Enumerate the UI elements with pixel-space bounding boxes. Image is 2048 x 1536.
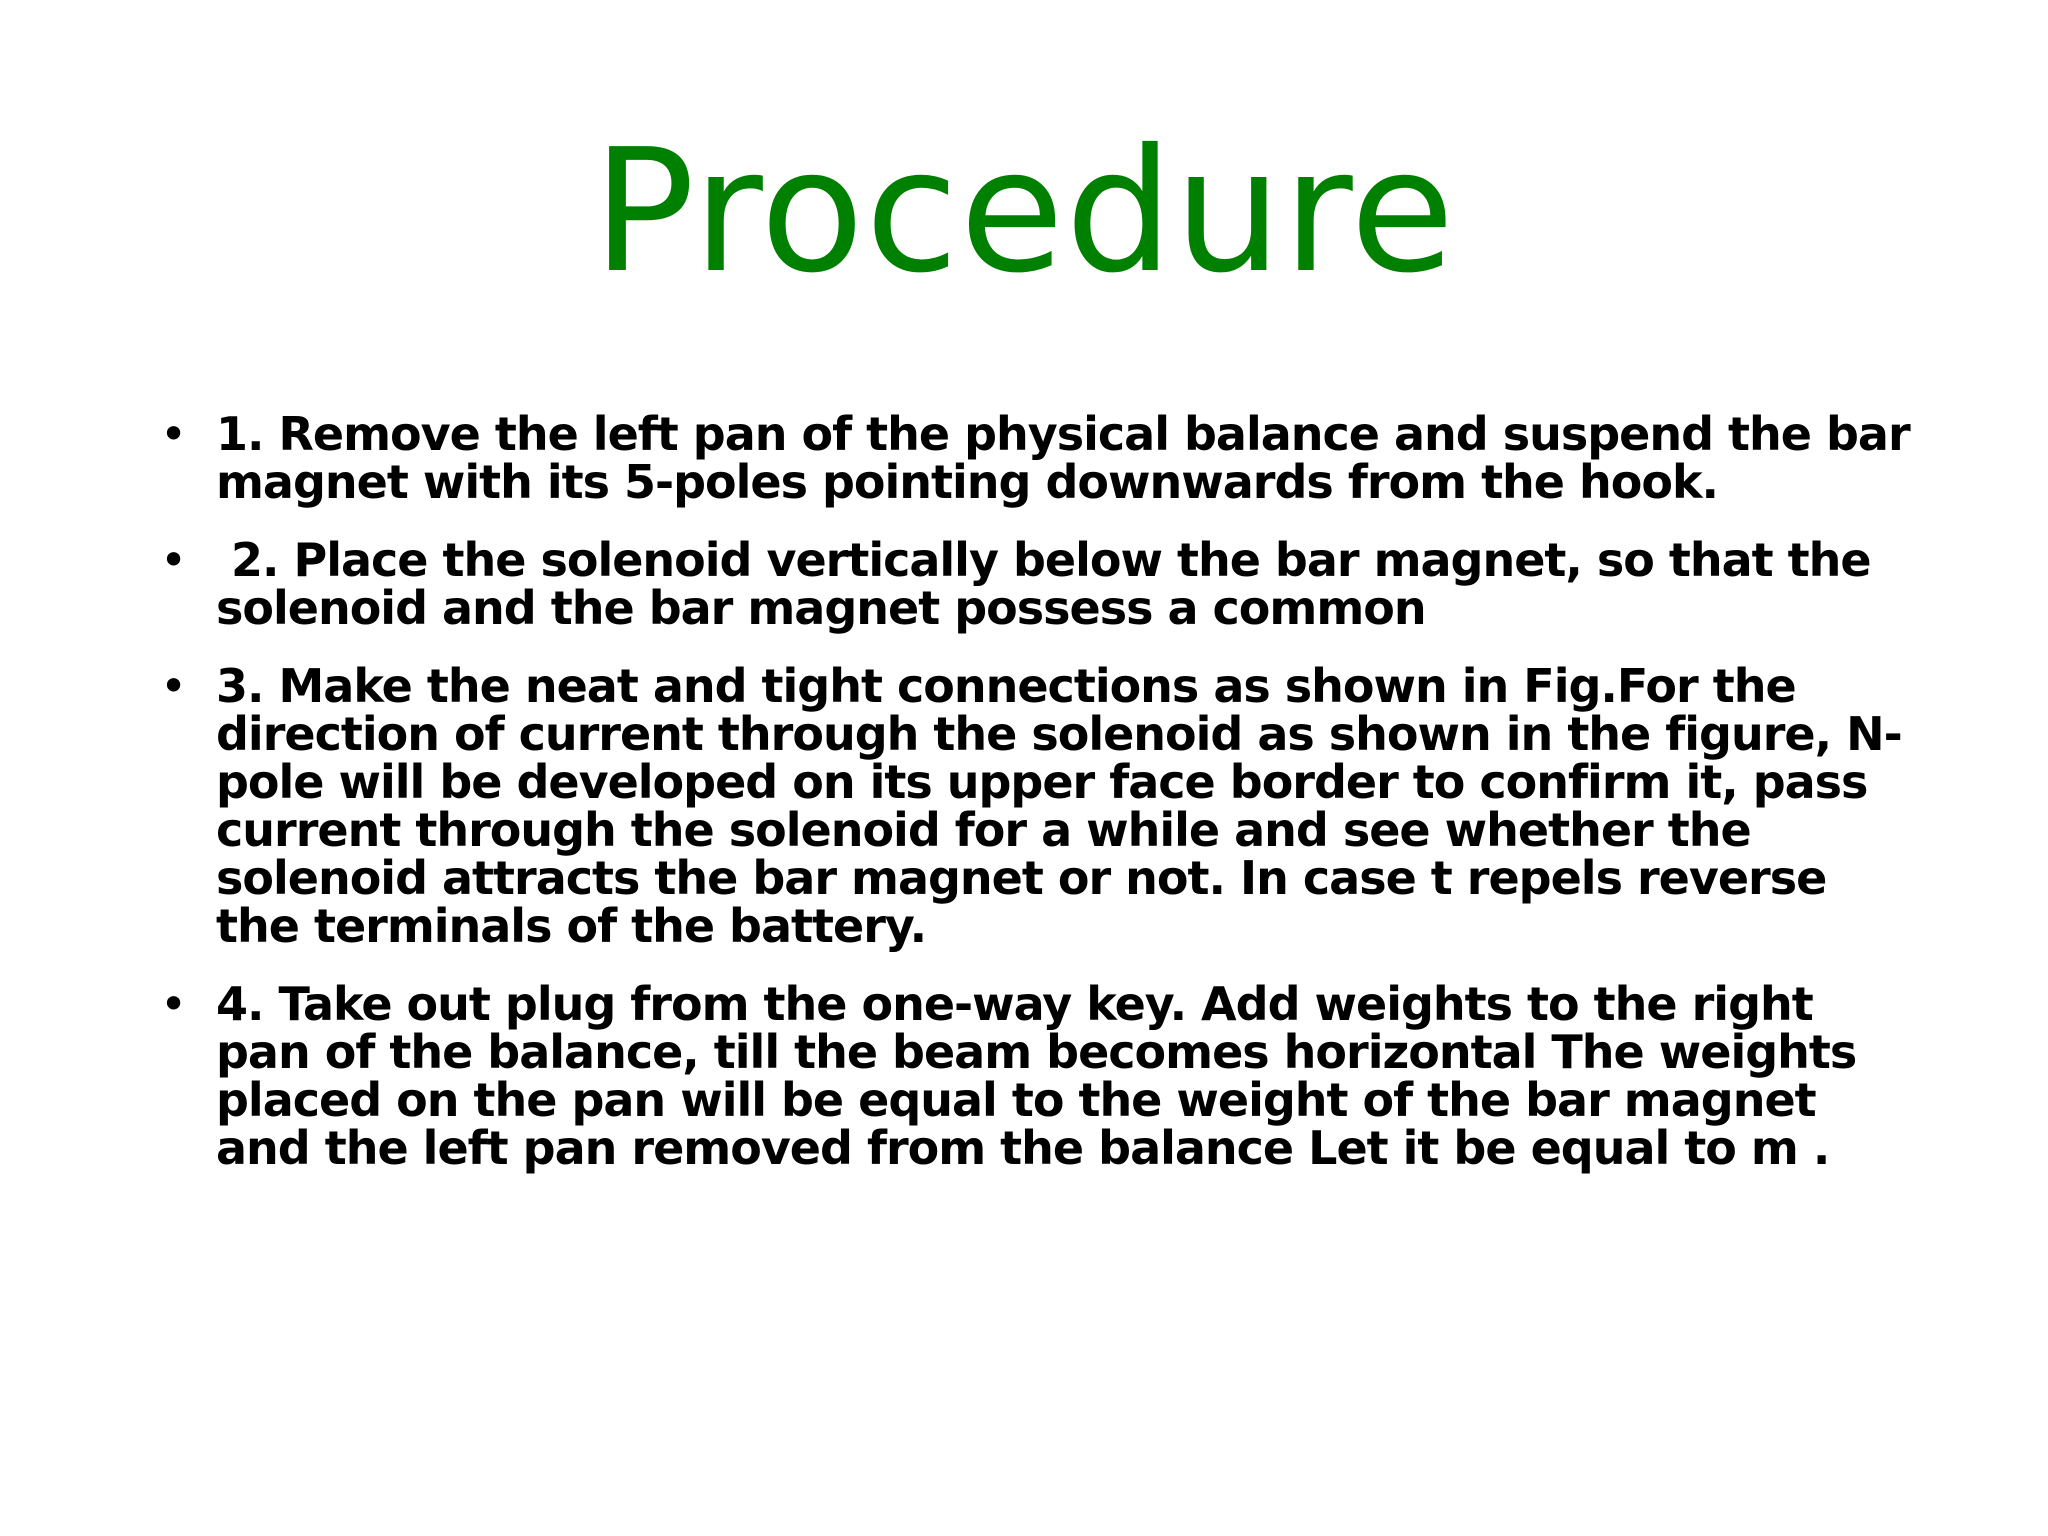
bullet-icon: • bbox=[160, 977, 187, 1031]
list-item bbox=[160, 533, 1920, 635]
list-item bbox=[160, 977, 1920, 1175]
slide-title: Procedure bbox=[592, 113, 1456, 311]
bullet-icon: • bbox=[160, 659, 187, 713]
list-item-text: 2. Place the solenoid vertically below the bar magnet, so that the solenoid and the bar magnet possess a common bbox=[216, 533, 1886, 635]
bullet-icon: • bbox=[160, 407, 187, 461]
list-item bbox=[160, 659, 1920, 953]
list-item-text: 1. Remove the left pan of the physical balance and suspend the bar magnet with its 5-poles pointing downwards from the hook. bbox=[216, 407, 1910, 509]
list-item-text: 4. Take out plug from the one-way key. Add weights to the right pan of the balance, till the beam becomes horizontal The weights placed on the pan will be equal to the weight of the bar magnet and the left pan removed from the balance Let it be equal to m . bbox=[216, 977, 1857, 1175]
bullet-icon: • bbox=[160, 533, 187, 587]
list-item-text: 3. Make the neat and tight connections as shown in Fig.For the direction of current through the solenoid as shown in the figure, N-pole will be developed on its upper face border to confirm it, pass current through the solenoid for a while and see whether the solenoid attracts the bar magnet or not. In case t repels reverse the terminals of the battery. bbox=[216, 659, 1902, 953]
list-item bbox=[160, 407, 1920, 509]
procedure-list bbox=[160, 407, 1920, 1202]
